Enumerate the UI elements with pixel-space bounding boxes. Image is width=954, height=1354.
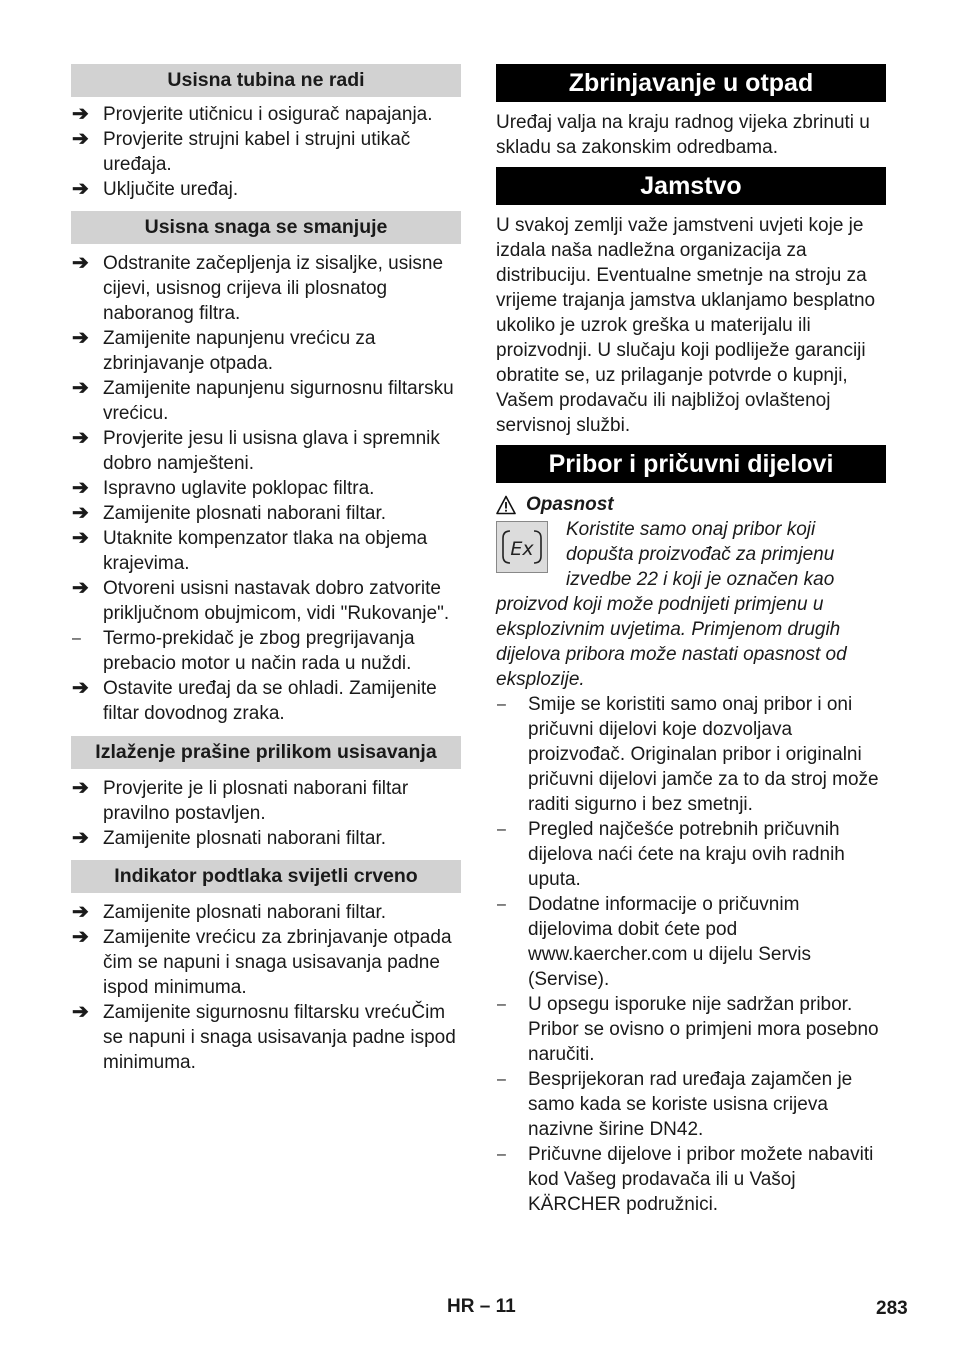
arrow-right-icon: ➔ <box>72 427 89 449</box>
list-item <box>496 817 886 892</box>
section-heading-disposal: Zbrinjavanje u otpad <box>496 64 886 102</box>
dash-icon: – <box>497 896 506 913</box>
list-item <box>71 776 461 826</box>
page-number: 283 <box>876 1298 908 1319</box>
list-item <box>71 251 461 326</box>
arrow-right-icon: ➔ <box>72 128 89 150</box>
arrow-right-icon: ➔ <box>72 577 89 599</box>
warning-title <box>496 492 886 517</box>
item-text: Utaknite kompenzator tlaka na objema krajevima. <box>103 528 428 574</box>
arrow-right-icon: ➔ <box>72 1001 89 1023</box>
list-item <box>71 826 461 851</box>
right-column <box>496 64 886 1217</box>
ex-symbol-graphic <box>500 525 544 569</box>
list-item <box>71 501 461 526</box>
item-text: Zamijenite vrećicu za zbrinjavanje otpada čim se napuni i snaga usisavanja padne ispod minimuma. <box>103 927 452 998</box>
warning-triangle-icon <box>496 495 516 515</box>
arrow-right-icon: ➔ <box>72 377 89 399</box>
list-item <box>71 925 461 1000</box>
list-item <box>71 676 461 726</box>
list-dust-escape <box>71 776 461 851</box>
arrow-right-icon: ➔ <box>72 502 89 524</box>
item-text: Dodatne informacije o pričuvnim dijelovima dobit ćete pod www.kaercher.com u dijelu Servis (Servise). <box>528 894 811 990</box>
dash-icon: – <box>497 996 506 1013</box>
item-text: Termo-prekidač je zbog pregrijavanja prebacio motor u način rada u nuždi. <box>103 628 415 674</box>
item-text: Zamijenite napunjenu sigurnosnu filtarsku vrećicu. <box>103 378 454 424</box>
section-heading-no-suction: Usisna tubina ne radi <box>71 64 461 97</box>
arrow-right-icon: ➔ <box>72 827 89 849</box>
list-item <box>71 900 461 925</box>
arrow-right-icon: ➔ <box>72 327 89 349</box>
list-accessories <box>496 692 886 1217</box>
disposal-text: Uređaj valja na kraju radnog vijeka zbrinuti u skladu sa zakonskim odredbama. <box>496 112 870 158</box>
item-text: Otvoreni usisni nastavak dobro zatvorite priključnom obujmicom, vidi "Rukovanje". <box>103 578 450 624</box>
list-item <box>71 426 461 476</box>
list-item <box>71 1000 461 1075</box>
list-item <box>71 177 461 202</box>
dash-icon: – <box>497 821 506 838</box>
item-text: Odstranite začepljenja iz sisaljke, usisne cijevi, usisnog crijeva ili plosnatog naboranog filtra. <box>103 253 444 324</box>
arrow-right-icon: ➔ <box>72 103 89 125</box>
list-item <box>496 692 886 817</box>
list-item <box>71 326 461 376</box>
list-item <box>71 576 461 626</box>
list-item <box>496 892 886 992</box>
arrow-right-icon: ➔ <box>72 178 89 200</box>
arrow-right-icon: ➔ <box>72 777 89 799</box>
item-text: Zamijenite sigurnosnu filtarsku vrećuČim se napuni i snaga usisavanja padne ispod minimuma. <box>103 1002 456 1073</box>
list-item <box>71 476 461 501</box>
item-text: Provjerite je li plosnati naborani filtar pravilno postavljen. <box>103 778 409 824</box>
section-heading-warranty: Jamstvo <box>496 167 886 205</box>
arrow-right-icon: ➔ <box>72 252 89 274</box>
ex-warning-block <box>496 517 886 692</box>
arrow-right-icon: ➔ <box>72 677 89 699</box>
list-item <box>496 992 886 1067</box>
dash-icon: – <box>72 630 81 647</box>
item-text: Besprijekoran rad uređaja zajamčen je samo kada se koriste usisna crijeva nazivne širine DN42. <box>528 1069 853 1140</box>
item-text: Ispravno uglavite poklopac filtra. <box>103 478 375 499</box>
list-vacuum-indicator <box>71 900 461 1075</box>
item-text: Provjerite jesu li usisna glava i spremnik dobro namješteni. <box>103 428 440 474</box>
section-heading-accessories: Pribor i pričuvni dijelovi <box>496 445 886 483</box>
list-no-suction <box>71 102 461 202</box>
list-item <box>71 127 461 177</box>
ex-explosion-protection-icon <box>496 521 548 573</box>
list-item <box>71 102 461 127</box>
item-text: Pregled najčešće potrebnih pričuvnih dijelova naći ćete na kraju ovih radnih uputa. <box>528 819 845 890</box>
item-text: Ostavite uređaj da se ohladi. Zamijenite filtar dovodnog zraka. <box>103 678 437 724</box>
list-item <box>71 626 461 676</box>
item-text: Zamijenite plosnati naborani filtar. <box>103 902 387 923</box>
item-text: Pričuvne dijelove i pribor možete nabaviti kod Vašeg prodavača ili u Vašoj KÄRCHER podružnici. <box>528 1144 874 1215</box>
dash-icon: – <box>497 1071 506 1088</box>
item-text: Zamijenite plosnati naborani filtar. <box>103 828 387 849</box>
arrow-right-icon: ➔ <box>72 527 89 549</box>
left-column <box>71 64 461 1075</box>
list-item <box>71 376 461 426</box>
arrow-right-icon: ➔ <box>72 901 89 923</box>
item-text: U opsegu isporuke nije sadržan pribor. Pribor se ovisno o primjeni mora posebno naručiti. <box>528 994 879 1065</box>
warranty-text: U svakoj zemlji važe jamstveni uvjeti koje je izdala naša nadležna organizacija za distribuciju. Eventualne smetnje na stroju za vrijeme trajanja jamstva uklanjamo besplatno ukoliko je uzrok greška u materijalu ili proizvodnji. U slučaju koji podliježe garanciji obratite se, uz prilaganje potvrde o kupnji, Vašem prodavaču ili najbližoj ovlaštenoj servisnoj službi. <box>496 215 876 436</box>
dash-icon: – <box>497 1146 506 1163</box>
warning-text: Koristite samo onaj pribor koji dopušta proizvođač za primjenu izvedbe 22 i koji je označen kao proizvod koji može podnijeti primjenu u eksplozivnim uvjetima. Primjenom drugih dijelova pribora može nastati opasnost od eksplozije. <box>496 519 847 690</box>
item-text: Uključite uređaj. <box>103 179 239 200</box>
item-text: Provjerite utičnicu i osigurač napajanja. <box>103 104 433 125</box>
ex-symbol-text: Ex <box>510 538 534 560</box>
list-suction-power <box>71 251 461 726</box>
dash-icon: – <box>497 696 506 713</box>
item-text: Provjerite strujni kabel i strujni utikač uređaja. <box>103 129 411 175</box>
item-text: Smije se koristiti samo onaj pribor i oni pričuvni dijelovi koje dozvoljava proizvođač. Originalan pribor i originalni pričuvni dijelovi jamče za to da stroj može raditi sigurno i bez smetnji. <box>528 694 879 815</box>
section-heading-dust-escape: Izlaženje prašine prilikom usisavanja <box>71 736 461 769</box>
list-item <box>496 1142 886 1217</box>
section-heading-vacuum-indicator: Indikator podtlaka svijetli crveno <box>71 860 461 893</box>
list-item <box>71 526 461 576</box>
arrow-right-icon: ➔ <box>72 477 89 499</box>
footer-section-label: HR – 11 <box>447 1296 516 1317</box>
item-text: Zamijenite napunjenu vrećicu za zbrinjavanje otpada. <box>103 328 376 374</box>
list-item <box>496 1067 886 1142</box>
item-text: Zamijenite plosnati naborani filtar. <box>103 503 387 524</box>
arrow-right-icon: ➔ <box>72 926 89 948</box>
warning-label: Opasnost <box>526 494 614 515</box>
section-heading-suction-power-decreases: Usisna snaga se smanjuje <box>71 211 461 244</box>
